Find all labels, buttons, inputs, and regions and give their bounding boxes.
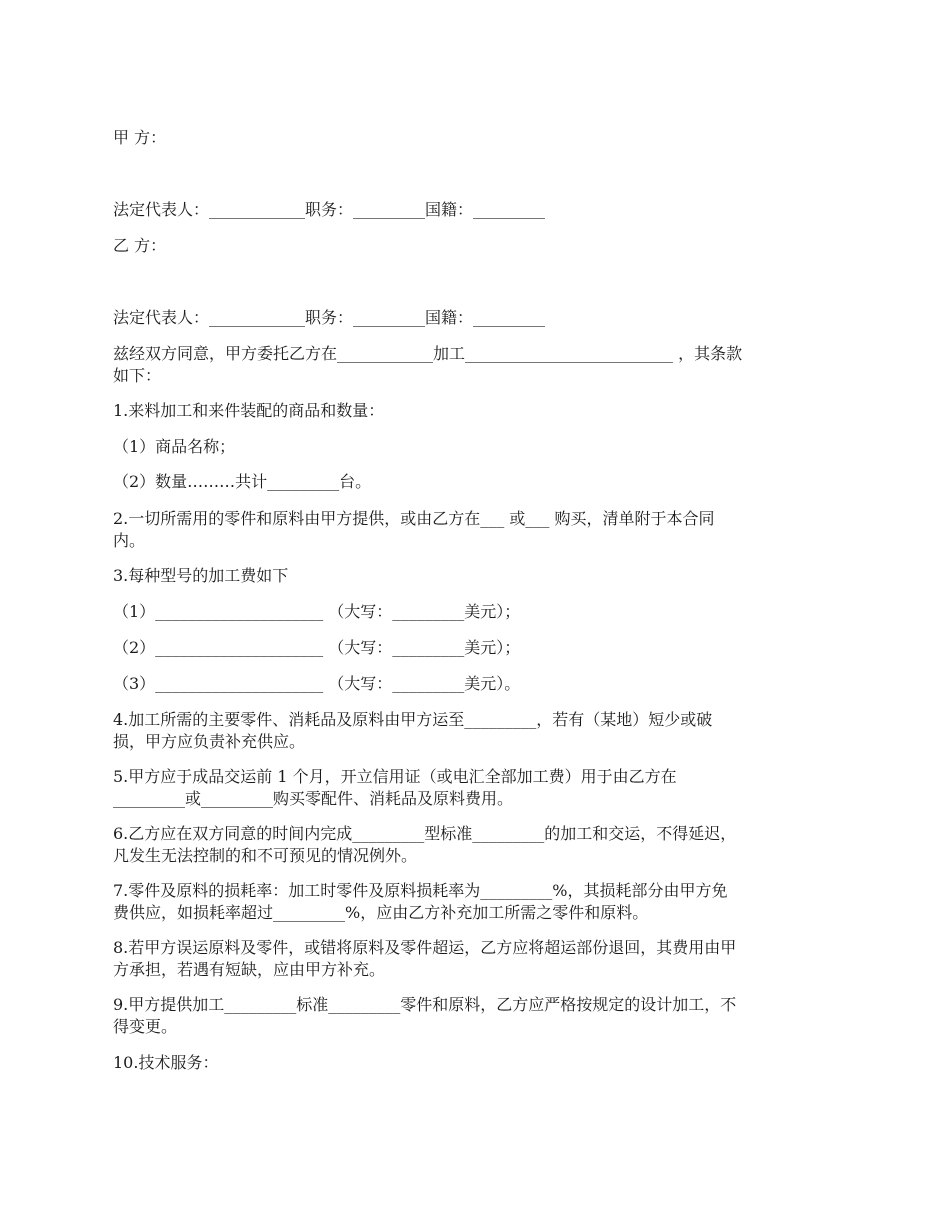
clause-6-line-1: 6.乙方应在双方同意的时间内完成_________型标准_________的加工和交运，不得延迟， bbox=[113, 824, 737, 843]
party-a-label: 甲 方： bbox=[113, 128, 167, 147]
clause-7-line-2: 费供应，如损耗率超过_________%，应由乙方补充加工所需之零件和原料。 bbox=[113, 903, 649, 922]
clause-5-line-1: 5.甲方应于成品交运前 1 个月，开立信用证（或电汇全部加工费）用于由乙方在 bbox=[113, 767, 677, 786]
clause-3-item-2: （2）_____________________ （大写：_________美元）； bbox=[113, 638, 521, 657]
clause-2-line-1: 2.一切所需用的零件和原料由甲方提供，或由乙方在___ 或___ 购买，清单附于本合同 bbox=[113, 509, 715, 528]
clause-2 bbox=[113, 508, 838, 552]
clause-4 bbox=[113, 709, 838, 753]
clause-8 bbox=[113, 937, 838, 981]
clause-9-line-1: 9.甲方提供加工_________标准_________零件和原料，乙方应严格按规定的设计加工，不 bbox=[113, 995, 737, 1014]
clause-4-line-1: 4.加工所需的主要零件、消耗品及原料由甲方运至_________，若有（某地）短少或破 bbox=[113, 710, 713, 729]
clause-9 bbox=[113, 994, 838, 1038]
clause-1-item-1: （1）商品名称； bbox=[113, 437, 236, 456]
clause-5 bbox=[113, 766, 838, 810]
clause-8-line-1: 8.若甲方误运原料及零件，或错将原料及零件超运，乙方应将超运部份退回，其费用由甲 bbox=[113, 938, 737, 957]
clause-9-line-2: 得变更。 bbox=[113, 1017, 178, 1036]
party-b-representative-line: 法定代表人：____________职务：_________国籍：_________ bbox=[113, 308, 546, 327]
intro-line-2: 如下： bbox=[113, 366, 162, 385]
clause-1-item-2: （2）数量………共计_________台。 bbox=[113, 472, 372, 491]
clause-6 bbox=[113, 823, 838, 867]
intro-paragraph bbox=[113, 343, 838, 387]
clause-2-line-2: 内。 bbox=[113, 531, 146, 550]
clause-10-heading: 10.技术服务： bbox=[113, 1053, 219, 1072]
clause-7-line-1: 7.零件及原料的损耗率：加工时零件及原料损耗率为_________%，其损耗部分由甲方免 bbox=[113, 881, 728, 900]
party-a-representative-line: 法定代表人：____________职务：_________国籍：_________ bbox=[113, 200, 546, 219]
intro-line-1: 兹经双方同意，甲方委托乙方在____________加工__________________________ ，其条款 bbox=[113, 344, 743, 363]
clause-4-line-2: 损，甲方应负责补充供应。 bbox=[113, 732, 306, 751]
party-b-label: 乙 方： bbox=[113, 236, 167, 255]
clause-8-line-2: 方承担，若遇有短缺，应由甲方补充。 bbox=[113, 960, 386, 979]
clause-3-heading: 3.每种型号的加工费如下 bbox=[113, 566, 289, 585]
clause-6-line-2: 凡发生无法控制的和不可预见的情况例外。 bbox=[113, 846, 418, 865]
clause-3-item-1: （1）_____________________ （大写：_________美元）； bbox=[113, 602, 521, 621]
clause-1-heading: 1.来料加工和来件装配的商品和数量： bbox=[113, 401, 385, 420]
clause-7 bbox=[113, 880, 838, 924]
clause-3-item-3: （3）_____________________ （大写：_________美元）。 bbox=[113, 674, 521, 693]
clause-5-line-2: _________或_________购买零配件、消耗品及原料费用。 bbox=[113, 789, 514, 808]
